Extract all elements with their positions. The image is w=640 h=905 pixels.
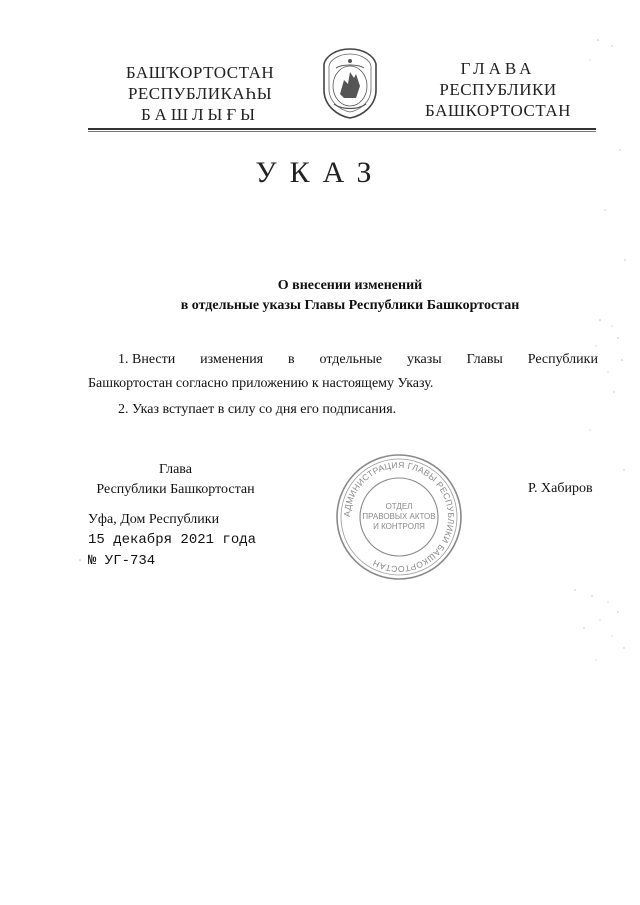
header-divider-thin (88, 131, 596, 132)
official-stamp (334, 452, 464, 582)
paragraph-2: 2. Указ вступает в силу со дня его подписания. (118, 402, 397, 417)
document-number: № УГ-734 (88, 553, 156, 569)
document-title: УКАЗ (255, 156, 385, 189)
signatory-name: Р. Хабиров (528, 481, 593, 496)
signatory-title-line: Республики Башкортостан (96, 482, 255, 497)
header-left-line: БАШЛЫҒЫ (141, 105, 259, 124)
subject-line: в отдельные указы Главы Республики Башкортостан (180, 298, 520, 313)
coat-of-arms-emblem-icon (318, 46, 382, 120)
signing-date: 15 декабря 2021 года (88, 532, 257, 548)
stamp-center-line: ОТДЕЛ (385, 502, 413, 511)
paragraph-word: в (288, 352, 295, 367)
signatory-title-line: Глава (159, 462, 192, 477)
header-divider (88, 128, 596, 130)
stamp-center-line: ПРАВОВЫХ АКТОВ (362, 512, 436, 521)
place-of-signing: Уфа, Дом Республики (88, 512, 220, 527)
header-left-line: БАШҠОРТОСТАН (125, 63, 275, 82)
header-right-line: РЕСПУБЛИКИ (439, 80, 557, 99)
header-left-line: РЕСПУБЛИКАҺЫ (127, 84, 273, 103)
paragraph-word: Главы (466, 352, 503, 367)
paragraph-word: изменения (200, 352, 264, 367)
header-left-title (105, 62, 295, 125)
subject-line: О внесении изменений (277, 278, 423, 293)
paragraph-word: 1. Внести (118, 352, 176, 367)
paragraph-1 (118, 350, 598, 370)
document-subject (100, 276, 600, 316)
header-right-line: ГЛАВА (460, 59, 536, 78)
header-right-line: БАШКОРТОСТАН (425, 101, 571, 120)
header-right-title (408, 58, 588, 121)
paragraph-1-continuation: Башкортостан согласно приложению к настоящему Указу. (88, 376, 434, 391)
stamp-outer-text: АДМИНИСТРАЦИЯ ГЛАВЫ РЕСПУБЛИКИ БАШКОРТОСТАН (341, 459, 457, 575)
paragraph-word: указы (406, 352, 442, 367)
paragraph-word: отдельные (319, 352, 383, 367)
paragraph-word: Республики (527, 352, 598, 367)
signatory-title (88, 460, 263, 500)
stamp-center-line: И КОНТРОЛЯ (373, 522, 425, 531)
